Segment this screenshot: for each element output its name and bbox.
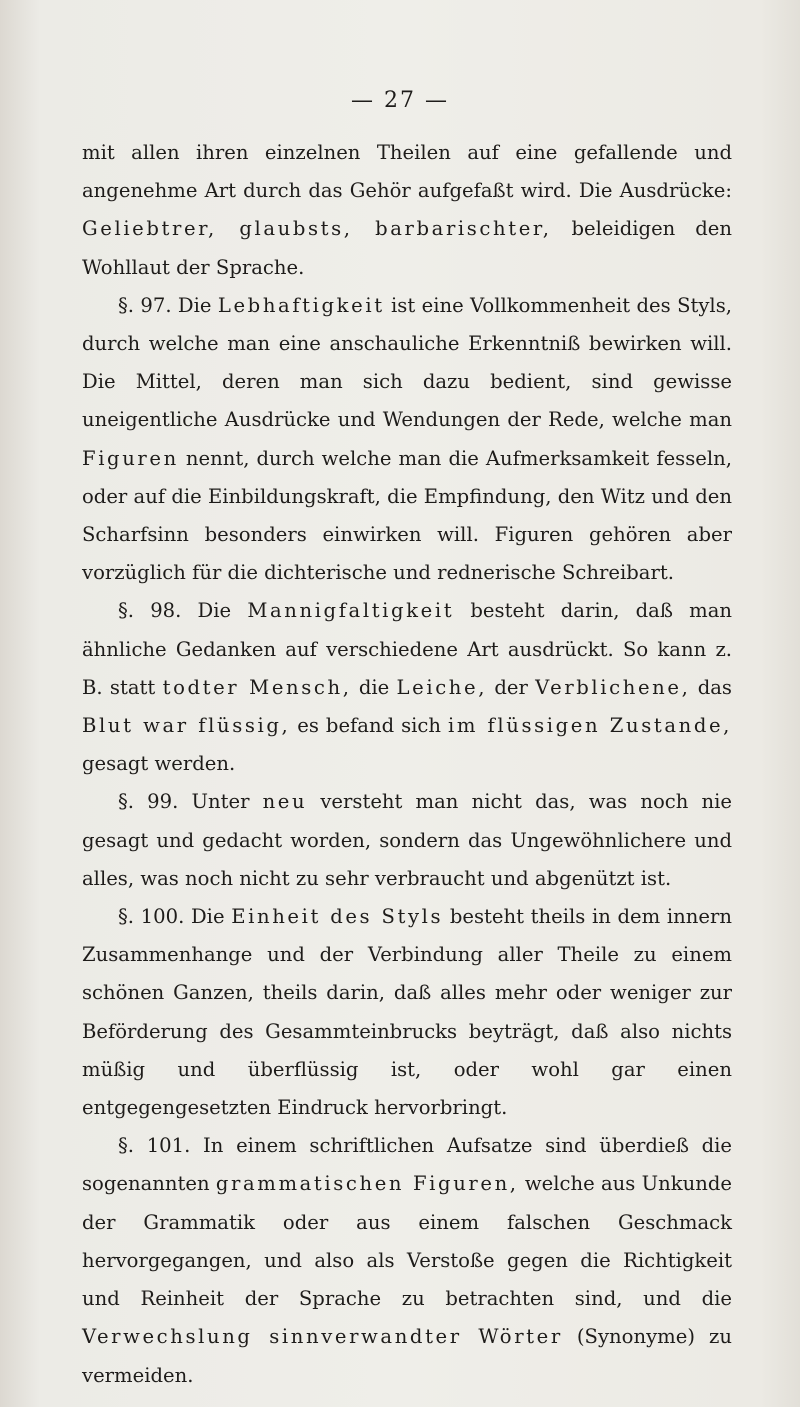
paragraph	[82, 134, 732, 287]
paragraph-section-98	[82, 592, 732, 783]
text-run: es befand sich	[290, 714, 448, 738]
text-run: §. 101. In einem schriftlichen Aufsatze sind überdieß die sogenannten	[82, 1134, 732, 1196]
text-run: beleidigen den Wohllaut der Sprache.	[82, 217, 732, 279]
text-run: besteht darin, daß man ähnliche Gedanken auf verschiedene Art ausdrückt. So kann z. B. statt	[82, 599, 732, 699]
text-run: ist eine Vollkommenheit des Styls, durch welche man eine anschauliche Erkenntniß bewirken will. Die Mittel, deren man sich dazu bedient, sind gewisse uneigentliche Ausdrücke und Wendungen der Rede, welche man	[82, 293, 732, 432]
spaced-emphasis: Verwechslung sinnverwandter Wörter	[82, 1325, 563, 1349]
text-run: §. 97. Die	[118, 293, 218, 317]
paragraph-section-100	[82, 898, 732, 1127]
text-run: gesagt werden.	[82, 752, 236, 776]
text-run: der	[487, 675, 536, 699]
spaced-emphasis: Einheit des Styls	[231, 905, 444, 929]
spaced-emphasis: Verblichene,	[535, 675, 691, 699]
text-run: besteht theils in dem innern Zusammenhange und der Verbindung aller Theile zu einem schönen Ganzen, theils darin, daß alles mehr oder weniger zur Beförderung des Gesammteinbrucks beyträgt, daß also nichts müßig und überflüssig ist, oder wohl gar einen entgegengesetzten Eindruck hervorbringt.	[82, 905, 732, 1120]
spaced-emphasis: grammatischen Figuren,	[215, 1172, 519, 1196]
page-number: — 27 —	[351, 88, 449, 113]
text-run: versteht man nicht das, was noch nie gesagt und gedacht worden, sondern das Ungewöhnlichere und alles, was noch nicht zu sehr verbraucht und abgenützt ist.	[82, 790, 732, 890]
text-run: mit allen ihren einzelnen Theilen auf eine gefallende und angenehme Art durch das Gehör aufgefaßt wird. Die Ausdrücke:	[82, 141, 732, 203]
spaced-emphasis: Mannigfaltigkeit	[247, 599, 455, 623]
spaced-emphasis: Figuren	[82, 446, 179, 470]
text-run: §. 98. Die	[118, 599, 248, 623]
text-run: (Synonyme) zu vermeiden.	[82, 1325, 732, 1387]
text-run: das	[690, 675, 732, 699]
paragraph-section-97	[82, 287, 732, 593]
text-run: §. 100. Die	[118, 905, 232, 929]
text-run: §. 99. Unter	[118, 790, 263, 814]
text-run: welche aus Unkunde der Grammatik oder aus einem falschen Geschmack hervorgegangen, und also als Verstoße gegen die Richtigkeit und Reinheit der Sprache zu betrachten sind, und die	[82, 1172, 732, 1311]
spaced-emphasis: Geliebtrer, glaubsts, barbarischter,	[82, 217, 552, 241]
text-run: die	[351, 675, 397, 699]
paragraph-section-99	[82, 783, 732, 898]
text-block	[82, 134, 732, 1395]
spaced-emphasis: neu	[262, 790, 308, 814]
text-run: nennt, durch welche man die Aufmerksamkeit fesseln, oder auf die Einbildungskraft, die Empfindung, den Witz und den Scharfsinn besonders einwirken will. Figuren gehören aber vorzüglich für die dichterische und rednerische Schreibart.	[82, 446, 732, 585]
spaced-emphasis: Lebhaftigkeit	[217, 293, 385, 317]
spaced-emphasis: Leiche,	[396, 675, 488, 699]
spaced-emphasis: im flüssigen Zustande,	[447, 714, 732, 738]
paragraph-section-101	[82, 1127, 732, 1394]
spaced-emphasis: todter Mensch,	[162, 675, 352, 699]
spaced-emphasis: Blut war flüssig,	[82, 714, 291, 738]
